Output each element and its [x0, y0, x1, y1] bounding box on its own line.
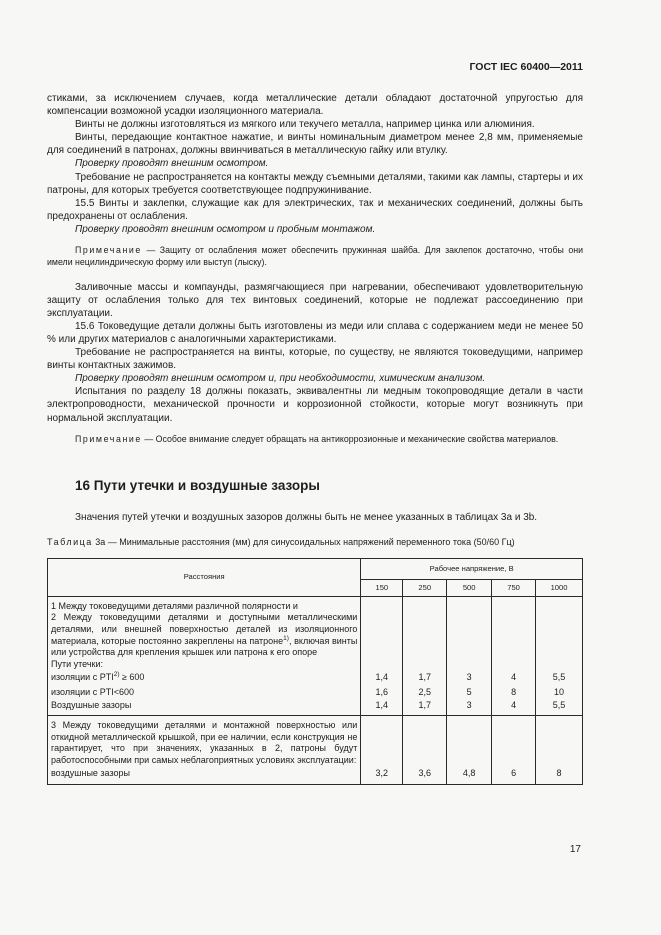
row-label: изоляции с PTI<600 — [48, 684, 361, 699]
section-intro: Значения путей утечки и воздушных зазоров должны быть не менее указанных в таблицах 3а и 3b. — [75, 511, 538, 523]
table-row — [48, 716, 583, 769]
table-caption-text: 3а — Минимальные расстояния (мм) для синусоидальных напряжений переменного тока (50/60 Гц) — [92, 536, 515, 547]
row-text-tail: , включая винты или устройства для крепления крышек или патрона к его опоре — [51, 635, 358, 658]
table-cell: 1,6 — [361, 684, 403, 699]
column-header-distances: Расстояния — [48, 558, 361, 596]
row-label: воздушные зазоры — [48, 768, 361, 784]
row-label-main: изоляции с PTI — [51, 672, 114, 683]
row-text-main: 2 Между токоведущими деталями и доступными металлическими деталями, или внешней поверхностью деталей из изоляционного материала, которые постоянно закреплены на патроне — [51, 612, 358, 646]
paragraph: Заливочные массы и компаунды, размягчающиеся при нагревании, обеспечивают удовлетворительную защиту от ослабления только для тех винтовых соединений, которые не подлежат рассоединению при эксплуатации. — [47, 281, 583, 319]
table-cell: 1,4 — [361, 672, 403, 684]
paragraph: стиками, за исключением случаев, когда металлические детали обладают достаточной упругостью для компенсации возможной усадки изоляционного материала. — [47, 93, 583, 118]
check-method-text: Проверку проводят внешним осмотром. — [75, 158, 269, 170]
note — [47, 434, 583, 446]
note-text: — Защиту от ослабления может обеспечить пружинная шайба. Для заклепок достаточно, чтобы они имели нецилиндрическую форму или выступ (лыску). — [47, 245, 583, 267]
table-cell: 4,8 — [447, 768, 492, 784]
distances-table — [47, 558, 583, 785]
table-cell: 4 — [492, 698, 536, 715]
table-row — [48, 672, 583, 684]
section-title: 16 Пути утечки и воздушные зазоры — [75, 478, 320, 494]
paragraph: Требование не распространяется на контакты между съемными деталями, такими как лампы, стартеры и их патроны, для которых требуется соответствующее подпружинивание. — [47, 171, 583, 196]
table-cell: 1,7 — [403, 698, 447, 715]
note-label: Примечание — [75, 245, 142, 256]
table-row — [48, 684, 583, 699]
table-caption — [47, 536, 583, 549]
table-cell: 3,6 — [403, 768, 447, 784]
table-cell: 5,5 — [536, 698, 583, 715]
paragraph: Испытания по разделу 18 должны показать, эквивалентны ли медным токопроводящие детали в части электропроводности, механической прочности и коррозионной стойкости, которые могут возникнуть при нормальной эксплуатации. — [47, 386, 583, 424]
paragraph: Требование не распространяется на винты, которые, по существу, не являются токоведущими, например винты контактных зажимов. — [47, 347, 583, 372]
table-cell: 4 — [492, 672, 536, 684]
row-description: 3 Между токоведущими деталями и монтажной поверхностью или откидной металлической крышкой, при ее наличии, если конструкция не гарантирует, что при значениях, указанных в 2, патроны будут работоспособными при самых неблагоприятных условиях эксплуатации: — [48, 716, 361, 769]
clause-15-6: 15.6 Токоведущие детали должны быть изготовлены из меди или сплава с содержанием меди не менее 50 % или других материалов с аналогичными характеристиками. — [47, 320, 583, 345]
table-row — [48, 698, 583, 715]
row-text — [51, 612, 357, 658]
voltage-1000: 1000 — [536, 579, 583, 596]
table-cell: 8 — [536, 768, 583, 784]
voltage-500: 500 — [447, 579, 492, 596]
check-method-text: Проверку проводят внешним осмотром и пробным монтажом. — [75, 223, 376, 235]
note — [47, 245, 583, 269]
table-cell: 8 — [492, 684, 536, 699]
footnote-ref: 1) — [283, 634, 289, 642]
table-cell: 5 — [447, 684, 492, 699]
row-label: Воздушные зазоры — [48, 698, 361, 715]
page-content — [47, 92, 583, 785]
document-standard-header: ГОСТ IEC 60400—2011 — [469, 61, 583, 73]
footnote-ref: 2) — [113, 671, 120, 679]
note-text: — Особое внимание следует обращать на антикоррозионные и механические свойства материалов. — [141, 433, 559, 444]
table-cell: 1,7 — [403, 672, 447, 684]
clause-15-5: 15.5 Винты и заклепки, служащие как для электрических, так и механических соединений, должны быть предохранены от ослабления. — [47, 197, 583, 222]
voltage-750: 750 — [492, 579, 536, 596]
page-number: 17 — [569, 844, 581, 855]
table-cell: 10 — [536, 684, 583, 699]
voltage-250: 250 — [403, 579, 447, 596]
table-cell: 5,5 — [536, 672, 583, 684]
row-label-tail: ≥ 600 — [119, 672, 145, 683]
table-caption-label: Таблица — [47, 536, 93, 547]
table-row — [48, 596, 583, 672]
row-description — [48, 596, 361, 672]
voltage-150: 150 — [361, 579, 403, 596]
check-method-text: Проверку проводят внешним осмотром и, при необходимости, химическим анализом. — [75, 373, 486, 385]
table-row — [48, 768, 583, 784]
row-label — [48, 672, 361, 684]
paragraph: Винты не должны изготовляться из мягкого или текучего металла, например цинка или алюминия. — [75, 119, 535, 131]
row-text: 1 Между токоведущими деталями различной полярности и — [51, 600, 298, 611]
table-cell: 3 — [447, 672, 492, 684]
table-cell: 3 — [447, 698, 492, 715]
note-label: Примечание — [75, 433, 142, 444]
table-cell: 3,2 — [361, 768, 403, 784]
table-cell: 1,4 — [361, 698, 403, 715]
column-header-voltage: Рабочее напряжение, В — [361, 558, 583, 579]
table-cell: 6 — [492, 768, 536, 784]
table-cell: 2,5 — [403, 684, 447, 699]
paragraph: Винты, передающие контактное нажатие, и винты номинальным диаметром менее 2,8 мм, применяемые для соединений в патронах, должны ввинчиваться в металлическую гайку или втулку. — [47, 132, 583, 157]
creepage-label: Пути утечки: — [51, 658, 104, 669]
